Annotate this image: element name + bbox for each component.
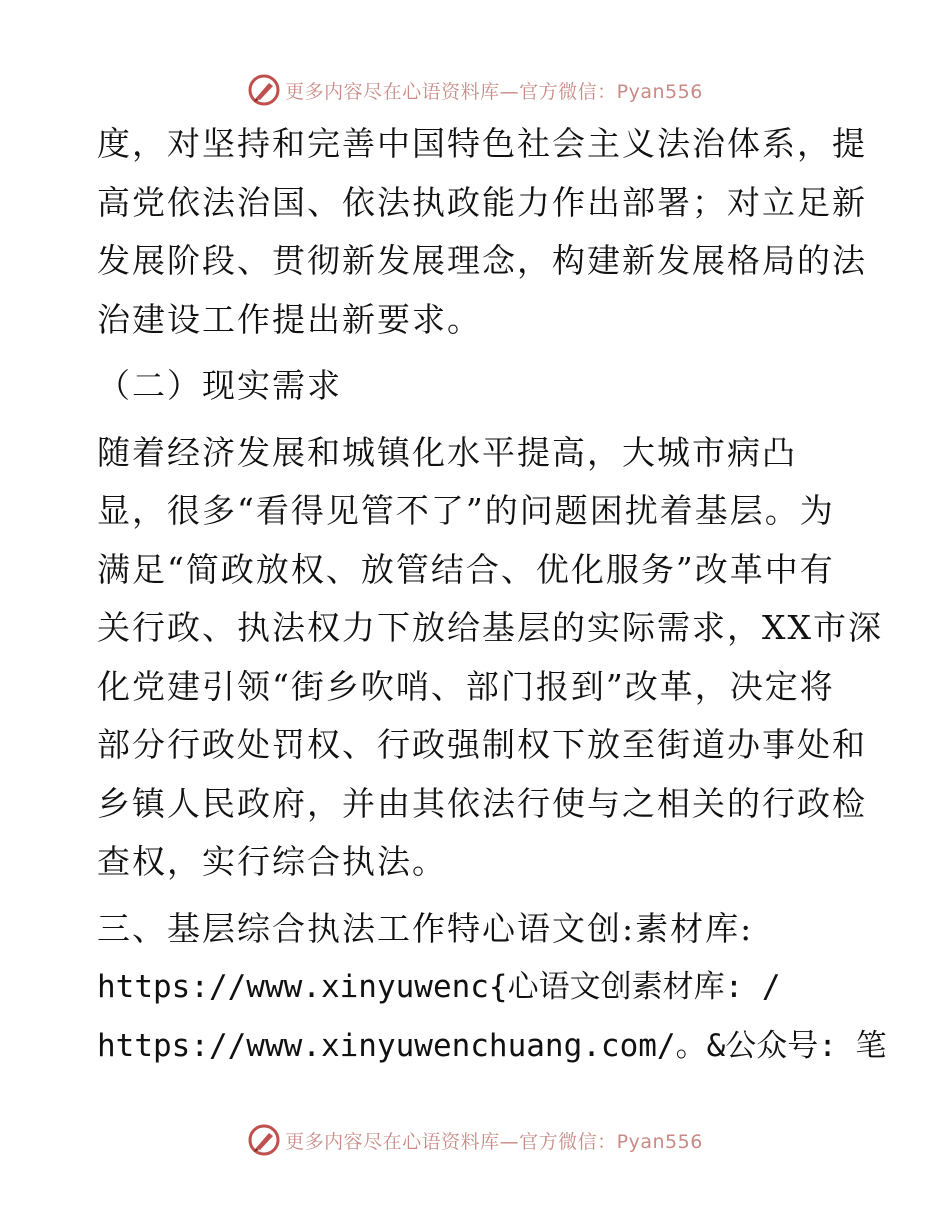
watermark-text: 更多内容尽在心语资料库—官方微信：Pyan556 <box>285 80 703 103</box>
section-heading: 三、基层综合执法工作特心语文创:素材库: <box>97 908 754 948</box>
footer-watermark <box>0 1120 950 1160</box>
section-heading: （二）现实需求 <box>97 366 342 405</box>
url-line: https://www.xinyuwenc{心语文创素材库: / <box>97 969 781 1005</box>
body-line: 关行政、执法权力下放给基层的实际需求，XX市深 <box>97 608 883 647</box>
body-line: 发展阶段、贯彻新发展理念，构建新发展格局的法 <box>97 241 867 280</box>
body-line: 度，对坚持和完善中国特色社会主义法治体系，提 <box>97 124 867 163</box>
pen-logo-icon <box>247 1123 281 1157</box>
body-line: 治建设工作提出新要求。 <box>97 299 482 339</box>
body-line: 满足“简政放权、放管结合、优化服务”改革中有 <box>97 549 835 589</box>
document-body <box>97 115 887 1075</box>
body-line: 显，很多“看得见管不了”的问题困扰着基层。为 <box>97 491 835 530</box>
body-line: 乡镇人民政府，并由其依法行使与之相关的行政检 <box>97 783 867 823</box>
body-line: 化党建引领“街乡吹哨、部门报到”改革，决定将 <box>97 666 835 706</box>
pen-logo-icon <box>247 73 281 107</box>
body-line: 查权，实行综合执法。 <box>97 842 447 881</box>
header-watermark <box>0 70 950 110</box>
watermark-text: 更多内容尽在心语资料库—官方微信：Pyan556 <box>285 1130 703 1153</box>
body-line: 部分行政处罚权、行政强制权下放至街道办事处和 <box>97 725 867 764</box>
url-line: https://www.xinyuwenchuang.com/。&公众号: 笔 <box>97 1027 887 1064</box>
body-line: 随着经济发展和城镇化水平提高，大城市病凸 <box>97 432 797 472</box>
body-line: 高党依法治国、依法执政能力作出部署；对立足新 <box>97 182 867 222</box>
